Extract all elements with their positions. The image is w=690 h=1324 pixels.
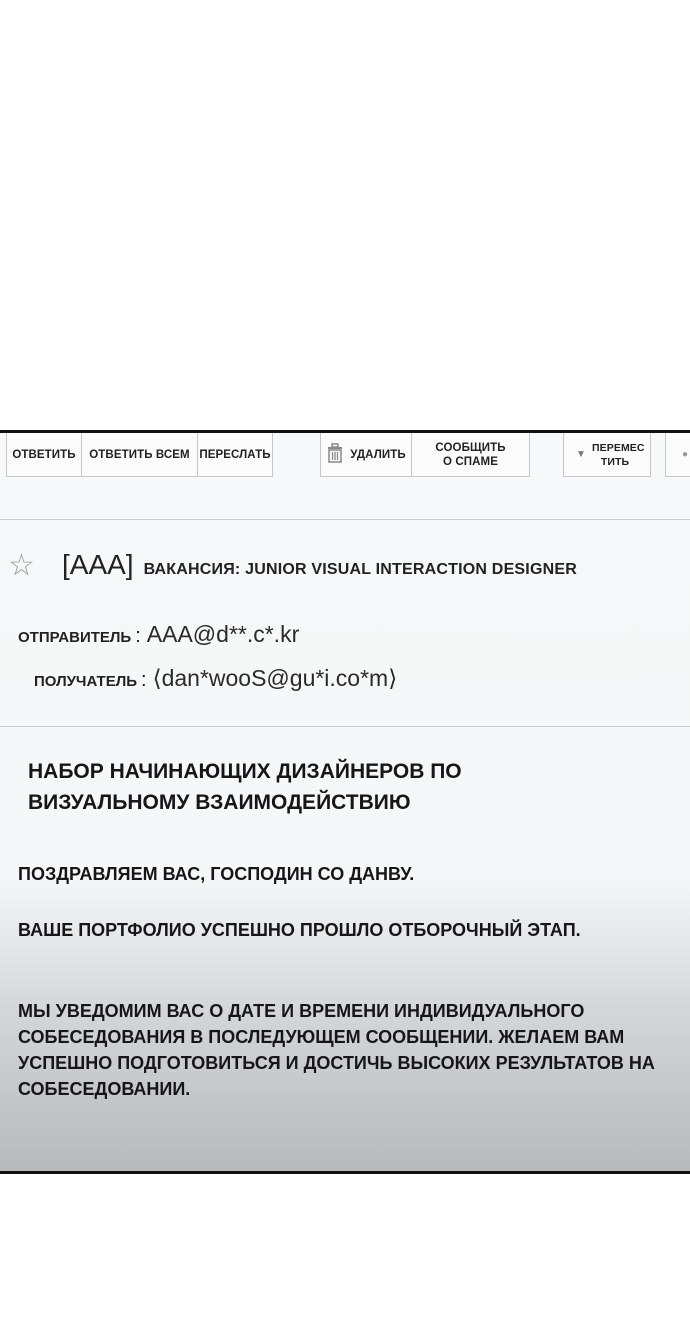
reply-all-button[interactable] [81, 433, 198, 477]
star-outline-icon[interactable]: ☆ [8, 549, 35, 582]
email-paragraph-greeting: ПОЗДРАВЛЯЕМ ВАС, ГОСПОДИН СО ДАНВУ. [18, 864, 415, 884]
delete-label: УДАЛИТЬ [350, 448, 406, 461]
header-divider [0, 726, 690, 727]
forward-label: ПЕРЕСЛАТЬ [199, 448, 271, 461]
email-paragraph-next-steps: МЫ УВЕДОМИМ ВАС О ДАТЕ И ВРЕМЕНИ ИНДИВИДУАЛЬНОГО СОБЕСЕДОВАНИЯ В ПОСЛЕДУЮЩЕМ СООБЩЕНИИ. ЖЕЛАЕМ ВАМ УСПЕШНО ПОДГОТОВИТЬСЯ И ДОСТИЧЬ ВЫСОКИХ РЕЗУЛЬТАТОВ НА СОБЕСЕДОВАНИИ. [18, 1001, 655, 1099]
sender-label: ОТПРАВИТЕЛЬ [18, 629, 132, 646]
more-icon: ● [682, 448, 689, 460]
email-heading: НАБОР НАЧИНАЮЩИХ ДИЗАЙНЕРОВ ПО ВИЗУАЛЬНОМУ ВЗАИМОДЕЙСТВИЮ [28, 760, 462, 814]
reply-label: ОТВЕТИТЬ [12, 448, 76, 461]
recipient-row: ПОЛУЧАТЕЛЬ : ⟨dan*wooS@gu*i.co*m⟩ [34, 665, 398, 691]
move-label: ПЕРЕМЕС ТИТЬ [592, 441, 645, 468]
sender-address[interactable]: AAA@d**.c*.kr [146, 621, 300, 647]
sender-row: ОТПРАВИТЕЛЬ : AAA@d**.c*.kr [18, 621, 300, 647]
more-button[interactable] [665, 433, 690, 477]
email-toolbar [0, 433, 690, 481]
email-panel [0, 430, 690, 1174]
recipient-address[interactable]: ⟨dan*wooS@gu*i.co*m⟩ [152, 665, 398, 691]
report-spam-label: СООБЩИТЬ О СПАМЕ [435, 441, 506, 468]
subject-title: ВАКАНСИЯ: JUNIOR VISUAL INTERACTION DESIGNER [143, 561, 577, 578]
email-paragraph-result: ВАШЕ ПОРТФОЛИО УСПЕШНО ПРОШЛО ОТБОРОЧНЫЙ ЭТАП. [18, 920, 581, 940]
delete-button[interactable] [320, 433, 412, 477]
reply-button[interactable] [6, 433, 82, 477]
move-button[interactable] [563, 433, 651, 477]
trash-icon [326, 443, 344, 467]
caret-down-icon: ▼ [576, 448, 586, 460]
reply-all-label: ОТВЕТИТЬ ВСЕМ [89, 448, 190, 461]
email-subject [62, 549, 577, 581]
toolbar-divider [0, 519, 690, 520]
subject-tag: [AAA] [62, 549, 134, 580]
report-spam-button[interactable] [411, 433, 530, 477]
recipient-label: ПОЛУЧАТЕЛЬ [34, 673, 138, 690]
forward-button[interactable] [197, 433, 273, 477]
